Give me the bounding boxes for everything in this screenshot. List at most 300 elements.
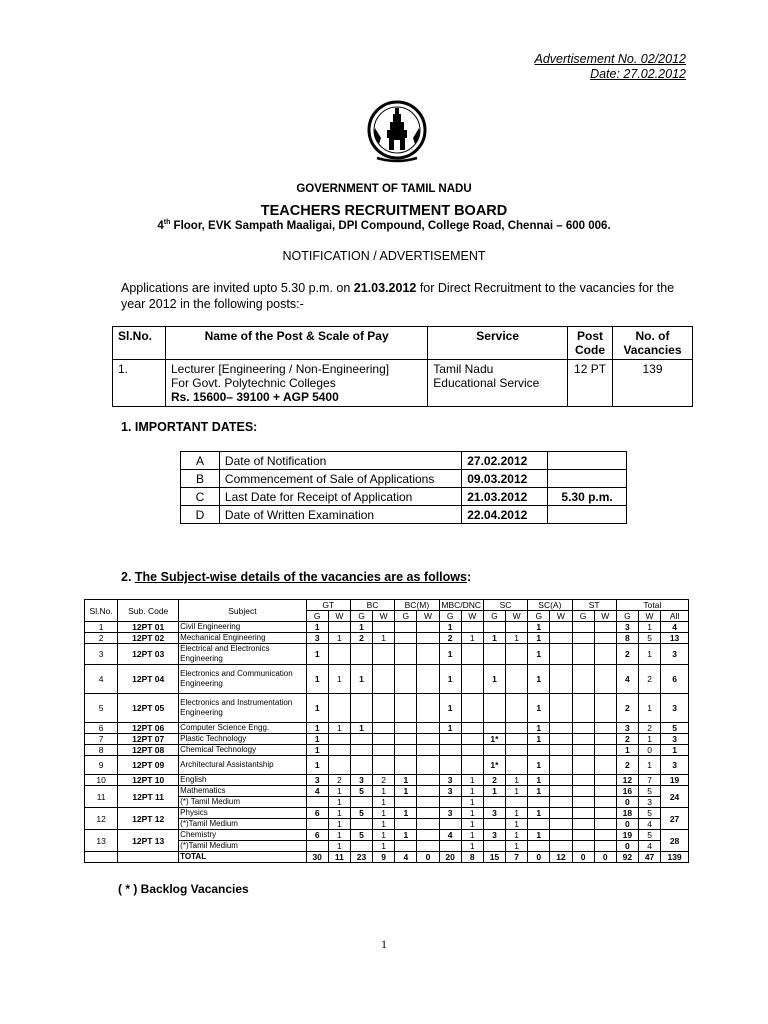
row-slno: 3 xyxy=(85,644,118,665)
row-subject-medium: (*)Tamil Medium xyxy=(179,841,306,852)
col-group: GT xyxy=(306,600,350,611)
total-count: 139 xyxy=(661,852,689,863)
row-count: 1 xyxy=(528,633,550,644)
row-count xyxy=(528,797,550,808)
row-count xyxy=(373,622,395,633)
row-count xyxy=(572,633,594,644)
row-count: 1 xyxy=(461,819,483,830)
row-count: 3 xyxy=(306,633,328,644)
row-count xyxy=(550,786,572,797)
row-count: 2 xyxy=(638,723,660,734)
total-count: 92 xyxy=(616,852,638,863)
row-count: 1 xyxy=(373,786,395,797)
row-slno: 8 xyxy=(85,745,118,756)
row-count: 1 xyxy=(461,633,483,644)
vacancy-row xyxy=(85,633,689,644)
row-count xyxy=(395,694,417,723)
important-dates-heading: 1. IMPORTANT DATES: xyxy=(121,420,258,434)
col-general: G xyxy=(439,611,461,622)
row-subject: Electronics and Instrumentation Engineering xyxy=(179,694,306,723)
row-sub-code: 12PT 10 xyxy=(118,775,179,786)
row-count xyxy=(417,841,439,852)
date-key: A xyxy=(181,452,220,470)
row-count: 0 xyxy=(638,745,660,756)
row-count xyxy=(550,841,572,852)
row-subject: Electrical and Electronics Engineering xyxy=(179,644,306,665)
row-count xyxy=(483,694,505,723)
row-count: 1* xyxy=(483,734,505,745)
row-count: 2 xyxy=(616,694,638,723)
row-count xyxy=(572,665,594,694)
important-dates-table xyxy=(180,451,627,524)
page-number: 1 xyxy=(381,937,387,951)
row-sub-code: 12PT 09 xyxy=(118,756,179,775)
row-count xyxy=(594,734,616,745)
col-slno: Sl.No. xyxy=(85,600,118,622)
total-count: 11 xyxy=(328,852,350,863)
row-count: 4 xyxy=(638,841,660,852)
col-women: W xyxy=(328,611,350,622)
row-count xyxy=(439,734,461,745)
row-count: 1 xyxy=(328,830,350,841)
row-count: 1 xyxy=(328,797,350,808)
row-count xyxy=(461,622,483,633)
row-count: 2 xyxy=(616,734,638,745)
date-row xyxy=(181,488,627,506)
row-count xyxy=(506,665,528,694)
row-count: 18 xyxy=(616,808,638,819)
date-value: 27.02.2012 xyxy=(462,452,548,470)
row-count xyxy=(461,694,483,723)
row-count xyxy=(594,745,616,756)
row-count: 1 xyxy=(661,745,689,756)
row-count xyxy=(572,808,594,819)
row-count: 1 xyxy=(528,734,550,745)
total-count: 0 xyxy=(572,852,594,863)
row-count xyxy=(395,819,417,830)
row-count: 1 xyxy=(483,786,505,797)
col-general: G xyxy=(528,611,550,622)
intro-last-date: 21.03.2012 xyxy=(353,281,417,295)
row-count: 5 xyxy=(350,808,372,819)
row-count: 3 xyxy=(483,808,505,819)
board-address xyxy=(0,219,768,232)
vacancy-total-row xyxy=(85,852,689,863)
row-count: 0 xyxy=(616,797,638,808)
row-count xyxy=(417,786,439,797)
pay-scale: Rs. 15600– 39100 + AGP 5400 xyxy=(170,390,339,404)
vacancy-row xyxy=(85,694,689,723)
row-count xyxy=(550,734,572,745)
intro-text: Applications are invited upto 5.30 p.m. on xyxy=(121,281,354,295)
date-key: B xyxy=(181,470,220,488)
col-women: W xyxy=(594,611,616,622)
row-count: 0 xyxy=(616,841,638,852)
col-general: G xyxy=(306,611,328,622)
row-count: 1 xyxy=(373,819,395,830)
total-count: 30 xyxy=(306,852,328,863)
row-count: 1 xyxy=(395,808,417,819)
row-count xyxy=(550,665,572,694)
vacancy-row xyxy=(85,756,689,775)
row-count xyxy=(506,797,528,808)
row-count xyxy=(350,797,372,808)
post-title: Lecturer [Engineering / Non-Engineering] xyxy=(170,362,390,376)
row-count xyxy=(528,745,550,756)
row-count: 5 xyxy=(638,808,660,819)
floor-suffix: th xyxy=(163,219,171,226)
row-count xyxy=(550,644,572,665)
date-time: 5.30 p.m. xyxy=(548,488,627,506)
row-count: 1 xyxy=(439,694,461,723)
row-count xyxy=(395,644,417,665)
backlog-note: ( * ) Backlog Vacancies xyxy=(118,882,249,896)
row-count xyxy=(594,694,616,723)
row-subject: Architectural Assistantship xyxy=(179,756,306,775)
row-count: 8 xyxy=(616,633,638,644)
row-count xyxy=(550,819,572,830)
row-count: 1 xyxy=(506,808,528,819)
row-count xyxy=(572,819,594,830)
row-count: 1 xyxy=(461,797,483,808)
row-count: 1 xyxy=(328,808,350,819)
row-count xyxy=(506,622,528,633)
row-count: 1 xyxy=(395,775,417,786)
row-sub-code: 12PT 02 xyxy=(118,633,179,644)
row-subject: Mathematics xyxy=(179,786,306,797)
row-count xyxy=(350,734,372,745)
col-women: W xyxy=(506,611,528,622)
row-count xyxy=(461,756,483,775)
row-count xyxy=(417,819,439,830)
vacancy-row xyxy=(85,622,689,633)
row-count xyxy=(417,756,439,775)
row-count xyxy=(594,830,616,841)
row-count xyxy=(417,745,439,756)
row-count: 2 xyxy=(350,633,372,644)
government-heading: GOVERNMENT OF TAMIL NADU xyxy=(296,183,472,195)
row-total-all: 28 xyxy=(661,830,689,852)
row-count: 5 xyxy=(638,830,660,841)
row-count: 1 xyxy=(439,665,461,694)
row-count: 1 xyxy=(506,830,528,841)
col-women: W xyxy=(461,611,483,622)
row-count: 1 xyxy=(328,665,350,694)
total-count: 23 xyxy=(350,852,372,863)
row-slno: 10 xyxy=(85,775,118,786)
row-count xyxy=(395,841,417,852)
row-subject: Chemistry xyxy=(179,830,306,841)
row-count: 1 xyxy=(528,808,550,819)
row-count xyxy=(439,797,461,808)
vacancy-row xyxy=(85,808,689,819)
row-count xyxy=(417,808,439,819)
row-count xyxy=(373,745,395,756)
row-count xyxy=(395,756,417,775)
row-count xyxy=(572,830,594,841)
row-count: 1 xyxy=(306,734,328,745)
total-count: 20 xyxy=(439,852,461,863)
row-count xyxy=(572,745,594,756)
row-count xyxy=(528,819,550,830)
vacancy-row xyxy=(85,644,689,665)
col-general: G xyxy=(483,611,505,622)
col-post-code: Post Code xyxy=(568,327,613,360)
row-count xyxy=(439,745,461,756)
row-count: 3 xyxy=(616,622,638,633)
row-count: 1 xyxy=(328,633,350,644)
post-name xyxy=(165,360,427,407)
row-count: 5 xyxy=(638,786,660,797)
col-general: G xyxy=(616,611,638,622)
row-count: 6 xyxy=(661,665,689,694)
row-count: 1 xyxy=(373,830,395,841)
row-count: 1 xyxy=(306,694,328,723)
row-subject: English xyxy=(179,775,306,786)
notification-title: NOTIFICATION / ADVERTISEMENT xyxy=(282,249,486,263)
col-group: Total xyxy=(616,600,688,611)
section-title: The Subject-wise details of the vacancies are as follows xyxy=(134,570,467,584)
post-vacancies: 139 xyxy=(613,360,693,407)
row-count xyxy=(373,756,395,775)
section-colon: : xyxy=(466,570,472,584)
row-count: 1 xyxy=(350,665,372,694)
row-sub-code: 12PT 08 xyxy=(118,745,179,756)
row-count: 2 xyxy=(328,775,350,786)
row-count xyxy=(417,694,439,723)
row-count xyxy=(572,841,594,852)
row-count: 1 xyxy=(306,745,328,756)
col-subject: Subject xyxy=(179,600,306,622)
row-slno: 2 xyxy=(85,633,118,644)
row-count: 1 xyxy=(328,786,350,797)
row-count xyxy=(572,734,594,745)
row-count xyxy=(506,644,528,665)
row-count: 1 xyxy=(328,841,350,852)
row-count: 1 xyxy=(616,745,638,756)
service-line-1: Tamil Nadu xyxy=(433,362,494,376)
row-count: 3 xyxy=(439,775,461,786)
row-count: 0 xyxy=(616,819,638,830)
row-count: 1 xyxy=(439,723,461,734)
row-count xyxy=(506,756,528,775)
tamil-nadu-emblem-icon xyxy=(359,98,435,166)
row-count xyxy=(350,745,372,756)
row-count xyxy=(373,665,395,694)
post-service xyxy=(428,360,568,407)
vacancy-header-row-1 xyxy=(85,600,689,611)
row-count xyxy=(417,797,439,808)
row-count: 4 xyxy=(439,830,461,841)
row-count: 3 xyxy=(350,775,372,786)
row-count xyxy=(483,819,505,830)
row-count xyxy=(594,644,616,665)
row-count: 2 xyxy=(483,775,505,786)
row-count xyxy=(594,775,616,786)
col-general: G xyxy=(395,611,417,622)
date-value: 22.04.2012 xyxy=(462,506,548,524)
row-count xyxy=(461,723,483,734)
total-count: 8 xyxy=(461,852,483,863)
row-total-all: 24 xyxy=(661,786,689,808)
row-sub-code: 12PT 06 xyxy=(118,723,179,734)
row-count xyxy=(572,622,594,633)
row-count: 1 xyxy=(528,786,550,797)
col-group: SC xyxy=(483,600,527,611)
col-general: G xyxy=(572,611,594,622)
date-key: D xyxy=(181,506,220,524)
row-count: 5 xyxy=(350,786,372,797)
advertisement-reference xyxy=(535,52,686,82)
row-subject: Mechanical Engineering xyxy=(179,633,306,644)
row-count xyxy=(594,786,616,797)
col-all: All xyxy=(661,611,689,622)
row-sub-code: 12PT 11 xyxy=(118,786,179,808)
row-subject: Computer Science Engg. xyxy=(179,723,306,734)
col-general: G xyxy=(350,611,372,622)
row-count: 4 xyxy=(616,665,638,694)
vacancy-row xyxy=(85,723,689,734)
row-slno: 13 xyxy=(85,830,118,852)
row-count: 1 xyxy=(461,841,483,852)
row-count xyxy=(306,819,328,830)
row-count xyxy=(483,622,505,633)
row-count: 2 xyxy=(373,775,395,786)
row-count: 1 xyxy=(461,808,483,819)
row-count xyxy=(594,756,616,775)
address-text: Floor, EVK Sampath Maaligai, DPI Compound, College Road, Chennai – 600 006. xyxy=(170,219,611,232)
row-count xyxy=(594,819,616,830)
row-count xyxy=(550,745,572,756)
row-count xyxy=(483,723,505,734)
row-subject-medium: (*) Tamil Medium xyxy=(179,797,306,808)
row-count xyxy=(328,734,350,745)
row-count: 12 xyxy=(616,775,638,786)
row-count: 1 xyxy=(638,756,660,775)
vacancy-details-heading xyxy=(121,570,471,584)
row-count: 1 xyxy=(483,665,505,694)
row-slno: 1 xyxy=(85,622,118,633)
col-service: Service xyxy=(428,327,568,360)
total-blank xyxy=(85,852,118,863)
row-count xyxy=(461,745,483,756)
row-count: 1 xyxy=(306,644,328,665)
row-count xyxy=(550,723,572,734)
row-count xyxy=(572,797,594,808)
row-count: 3 xyxy=(661,694,689,723)
row-count: 1 xyxy=(528,644,550,665)
row-count: 1 xyxy=(306,665,328,694)
row-subject: Electronics and Communication Engineering xyxy=(179,665,306,694)
floor-number: 4 xyxy=(157,219,164,232)
total-count: 0 xyxy=(528,852,550,863)
row-count xyxy=(306,841,328,852)
date-label: Last Date for Receipt of Application xyxy=(219,488,461,506)
date-key: C xyxy=(181,488,220,506)
total-count: 47 xyxy=(638,852,660,863)
row-count xyxy=(395,797,417,808)
row-count xyxy=(373,723,395,734)
row-count: 1 xyxy=(528,756,550,775)
row-count: 1 xyxy=(439,644,461,665)
row-count: 19 xyxy=(661,775,689,786)
row-count xyxy=(395,633,417,644)
row-count: 1 xyxy=(638,694,660,723)
row-count xyxy=(572,756,594,775)
row-count xyxy=(350,841,372,852)
total-count: 9 xyxy=(373,852,395,863)
row-count: 1 xyxy=(528,775,550,786)
row-count xyxy=(439,819,461,830)
date-value: 09.03.2012 xyxy=(462,470,548,488)
col-group: BC(M) xyxy=(395,600,439,611)
row-count xyxy=(350,756,372,775)
post-institution: For Govt. Polytechnic Colleges xyxy=(170,376,336,390)
row-sub-code: 12PT 12 xyxy=(118,808,179,830)
row-slno: 11 xyxy=(85,786,118,808)
row-count xyxy=(550,756,572,775)
row-count xyxy=(328,644,350,665)
row-count: 6 xyxy=(306,808,328,819)
row-count xyxy=(439,756,461,775)
row-count: 1 xyxy=(528,830,550,841)
row-sub-code: 12PT 05 xyxy=(118,694,179,723)
row-count: 1 xyxy=(461,830,483,841)
row-count xyxy=(550,797,572,808)
row-count xyxy=(373,644,395,665)
row-count: 1 xyxy=(306,756,328,775)
row-subject-medium: (*)Tamil Medium xyxy=(179,819,306,830)
row-slno: 7 xyxy=(85,734,118,745)
row-subject: Physics xyxy=(179,808,306,819)
row-count xyxy=(572,644,594,665)
row-count: 1 xyxy=(638,644,660,665)
row-slno: 6 xyxy=(85,723,118,734)
board-heading: TEACHERS RECRUITMENT BOARD xyxy=(260,203,508,219)
date-label: Date of Notification xyxy=(219,452,461,470)
row-count: 3 xyxy=(439,786,461,797)
row-count: 3 xyxy=(661,644,689,665)
vacancy-row xyxy=(85,665,689,694)
row-count xyxy=(483,841,505,852)
row-count: 1 xyxy=(373,808,395,819)
date-time xyxy=(548,452,627,470)
row-count xyxy=(506,723,528,734)
row-count: 1 xyxy=(373,797,395,808)
row-count: 1 xyxy=(506,786,528,797)
row-count: 1 xyxy=(461,775,483,786)
vacancy-row xyxy=(85,786,689,797)
row-count xyxy=(461,734,483,745)
row-total-all: 27 xyxy=(661,808,689,830)
row-count xyxy=(417,775,439,786)
row-count xyxy=(417,665,439,694)
col-women: W xyxy=(417,611,439,622)
row-sub-code: 12PT 13 xyxy=(118,830,179,852)
row-count: 3 xyxy=(638,797,660,808)
row-count xyxy=(483,745,505,756)
row-count xyxy=(417,723,439,734)
col-group: SC(A) xyxy=(528,600,572,611)
row-count xyxy=(395,665,417,694)
row-sub-code: 12PT 03 xyxy=(118,644,179,665)
row-count: 1 xyxy=(638,734,660,745)
row-count xyxy=(328,756,350,775)
row-count: 3 xyxy=(616,723,638,734)
total-label: TOTAL xyxy=(179,852,306,863)
date-label: Date of Written Examination xyxy=(219,506,461,524)
row-count: 2 xyxy=(439,633,461,644)
